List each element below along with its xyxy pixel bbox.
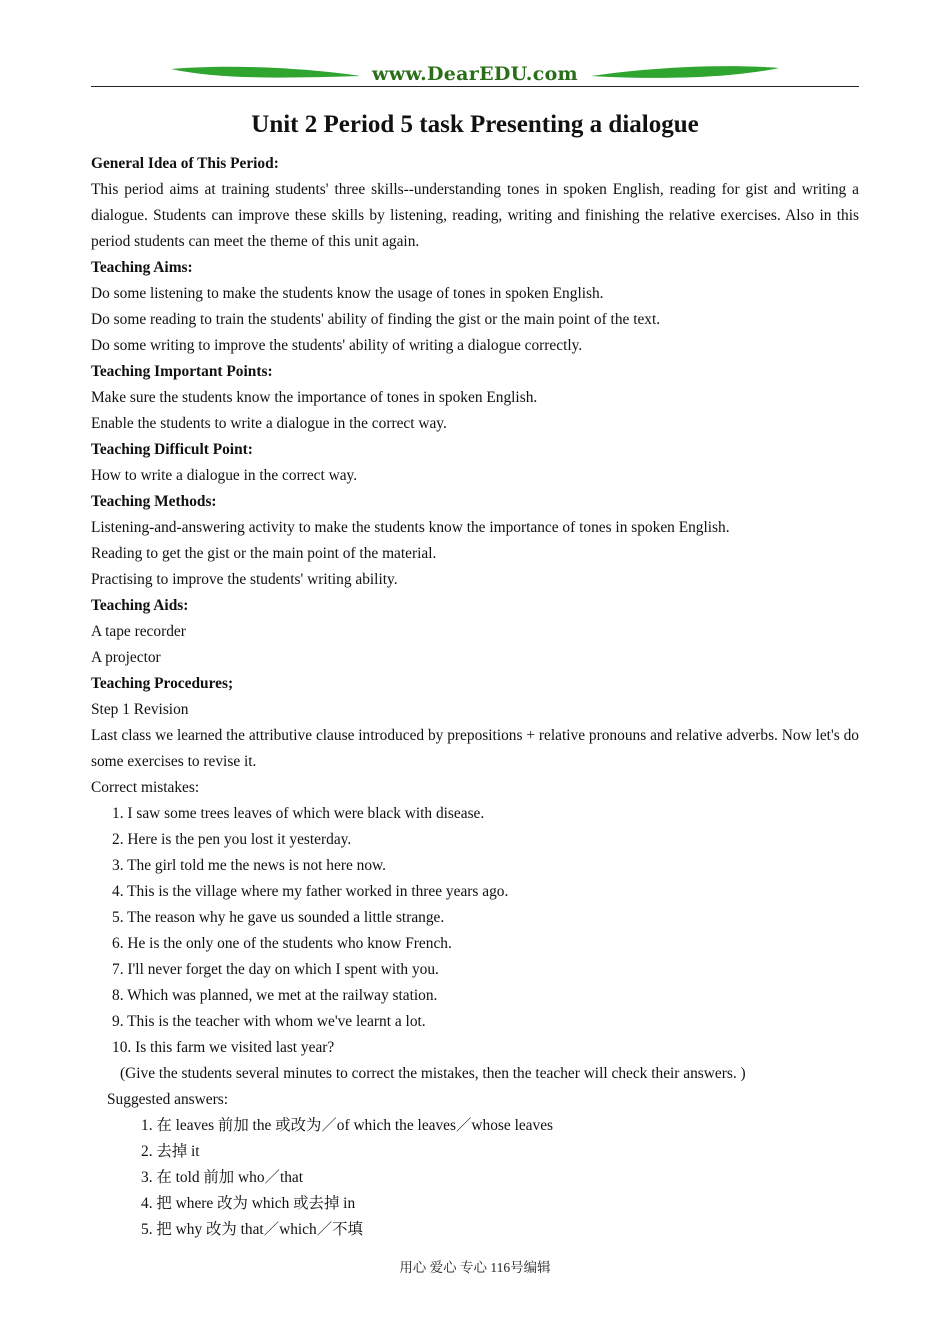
answer-item: 2. 去掉 it xyxy=(141,1143,200,1160)
heading-teaching-procedures: Teaching Procedures; xyxy=(91,675,234,692)
answer-item: 1. 在 leaves 前加 the 或改为／of which the leaves／whose leaves xyxy=(141,1117,554,1134)
aid-line: A tape recorder xyxy=(91,623,186,640)
method-line: Practising to improve the students' writing ability. xyxy=(91,571,398,588)
header-rule xyxy=(91,86,859,87)
heading-important-points: Teaching Important Points: xyxy=(91,363,273,380)
page-title: Unit 2 Period 5 task Presenting a dialogue xyxy=(251,111,699,138)
list-item: 1. I saw some trees leaves of which were black with disease. xyxy=(112,805,485,822)
important-point-line: Enable the students to write a dialogue in the correct way. xyxy=(91,415,447,432)
heading-difficult-point: Teaching Difficult Point: xyxy=(91,441,253,458)
method-line: Listening-and-answering activity to make the students know the importance of tones in spoken English. xyxy=(91,519,730,536)
teacher-note: (Give the students several minutes to correct the mistakes, then the teacher will check their answers. ) xyxy=(120,1065,746,1082)
heading-general-idea: General Idea of This Period: xyxy=(91,155,279,172)
page-footer: 用心 爱心 专心 116号编辑 xyxy=(399,1260,551,1275)
important-point-line: Make sure the students know the importance of tones in spoken English. xyxy=(91,389,538,406)
heading-teaching-aims: Teaching Aims: xyxy=(91,259,193,276)
site-logo: www.DearEDU.com xyxy=(359,62,591,86)
correct-mistakes-label: Correct mistakes: xyxy=(91,779,200,796)
list-item: 9. This is the teacher with whom we've learnt a lot. xyxy=(112,1013,426,1030)
page-header xyxy=(91,60,859,90)
list-item: 3. The girl told me the news is not here now. xyxy=(112,857,386,874)
difficult-point-line: How to write a dialogue in the correct way. xyxy=(91,467,358,484)
list-item: 4. This is the village where my father worked in three years ago. xyxy=(112,883,509,900)
answer-item: 5. 把 why 改为 that／which／不填 xyxy=(141,1221,363,1238)
general-idea-text: This period aims at training students' three skills--understanding tones in spoken English, reading for gist and writing a dialogue. Students can improve these skills by listening, reading, writing and finishing the relative exercises. Also in this period students can meet the theme of this unit again. xyxy=(91,181,859,250)
method-line: Reading to get the gist or the main point of the material. xyxy=(91,545,437,562)
aim-line: Do some writing to improve the students' ability of writing a dialogue correctly. xyxy=(91,337,583,354)
answers-list xyxy=(91,1113,859,1243)
list-item: 10. Is this farm we visited last year? xyxy=(112,1039,335,1056)
aim-line: Do some listening to make the students know the usage of tones in spoken English. xyxy=(91,285,604,302)
list-item: 6. He is the only one of the students who know French. xyxy=(112,935,452,952)
heading-teaching-aids: Teaching Aids: xyxy=(91,597,189,614)
aim-line: Do some reading to train the students' ability of finding the gist or the main point of the text. xyxy=(91,311,661,328)
answer-item: 3. 在 told 前加 who／that xyxy=(141,1169,304,1186)
list-item: 8. Which was planned, we met at the railway station. xyxy=(112,987,438,1004)
mistakes-list xyxy=(91,801,859,1061)
heading-teaching-methods: Teaching Methods: xyxy=(91,493,217,510)
list-item: 7. I'll never forget the day on which I spent with you. xyxy=(112,961,439,978)
list-item: 2. Here is the pen you lost it yesterday. xyxy=(112,831,352,848)
step-intro: Last class we learned the attributive clause introduced by prepositions + relative pronouns and relative adverbs. Now let's do some exercises to revise it. xyxy=(91,727,859,770)
answer-item: 4. 把 where 改为 which 或去掉 in xyxy=(141,1195,356,1212)
suggested-answers-label: Suggested answers: xyxy=(107,1091,228,1108)
list-item: 5. The reason why he gave us sounded a little strange. xyxy=(112,909,445,926)
aid-line: A projector xyxy=(91,649,161,666)
step-title: Step 1 Revision xyxy=(91,701,189,718)
lesson-body xyxy=(91,151,859,1243)
